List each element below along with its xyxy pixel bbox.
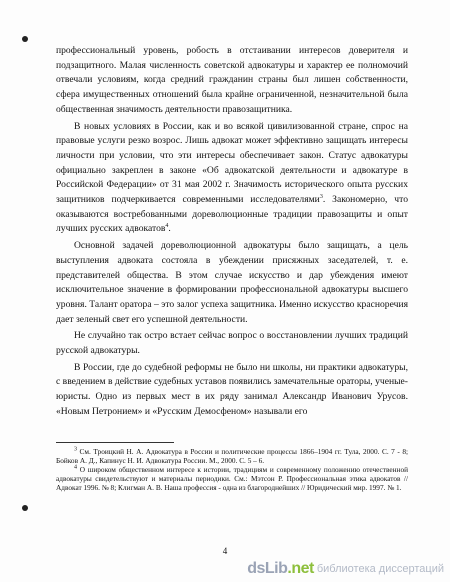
body-text bbox=[56, 44, 408, 420]
footnotes bbox=[56, 447, 408, 492]
footnote-4: $^4$ О широком общественном интересе к истории, традициям и современному положению отечественной адвокатуры свидетельствуют и материалы периодики. См.: Мэтсон Р. Профессиональная этика адвокатов // Адвокат 1996. № 8; Клигман А. В. Наша профессия - одна из благороднейших // Юридический мир. 1997. № 1. bbox=[56, 464, 408, 492]
paragraph-2: В новых условиях в России, как и во всякой цивилизованной стране, спрос на правовые услуги резко возрос. Лишь адвокат может эффективно защищать интересы личности при условии, что эти интересы обеспечивает закон. Статус адвокатуры официально закреплен в законе «Об адвокатской деятельности и адвокатуре в Российской Федерации» от 31 мая 2002 г. Значимость исторического опыта русских защитников подчеркивается современными исследователями$^3$. Закономерно, что оказываются востребованными дореволюционные традиции правозащиты и опыт лучших русских адвокатов$^4$. bbox=[56, 120, 408, 235]
binding-hole-bottom bbox=[22, 505, 28, 511]
paragraph-4: Не случайно так остро встает сейчас вопрос о восстановлении лучших традиций русской адвокатуры. bbox=[56, 330, 408, 357]
footnote-3: $^3$ См. Троицкий Н. А. Адвокатура в России и политические процессы 1866–1904 гг. Тула, 2000. С. 7 - 8; Бойков А. Д., Капинус Н. И. Адвокатура России. М., 2000. С. 5 – 6. bbox=[56, 446, 408, 465]
footnote-divider bbox=[56, 442, 174, 443]
watermark-logo: dsLib.net bbox=[247, 560, 314, 577]
watermark-text: библиотека диссертаций bbox=[316, 563, 444, 575]
footnote-ref-4[interactable]: 4 bbox=[165, 223, 169, 230]
watermark[interactable] bbox=[247, 560, 444, 578]
footnote-ref-3[interactable]: 3 bbox=[319, 193, 323, 200]
paragraph-3: Основной задачей дореволюционной адвокатуры было защищать, а цель выступления адвоката состояла в убеждении присяжных заседателей, т. е. представителей общества. В этом случае искусство и дар убеждения имеют исключительное значение в формировании профессиональной адвокатуры высшего уровня. Талант оратора – это залог успеха защитника. Именно искусство красноречия дает зеленый свет его успешной деятельности. bbox=[56, 240, 408, 325]
page-number: 4 bbox=[222, 546, 228, 556]
paragraph-1: профессиональный уровень, робость в отстаивании интересов доверителя и подзащитного. Малая численность советской адвокатуры и характер ее полномочий отвечали условиям, когда средний гражданин страны был лишен собственности, сфера имущественных отношений была крайне ограниченной, незначительной была общественная значимость деятельности правозащитника. bbox=[56, 45, 408, 115]
paragraph-5: В России, где до судебной реформы не было ни школы, ни практики адвокатуры, с введением в действие судебных уставов появились замечательные ораторы, ученые-юристы. Одно из первых мест в их ряду занимал Александр Иванович Урусов. «Новым Петронием» и «Русским Демосфеном» называли его bbox=[56, 361, 408, 417]
binding-hole-top bbox=[22, 36, 28, 42]
